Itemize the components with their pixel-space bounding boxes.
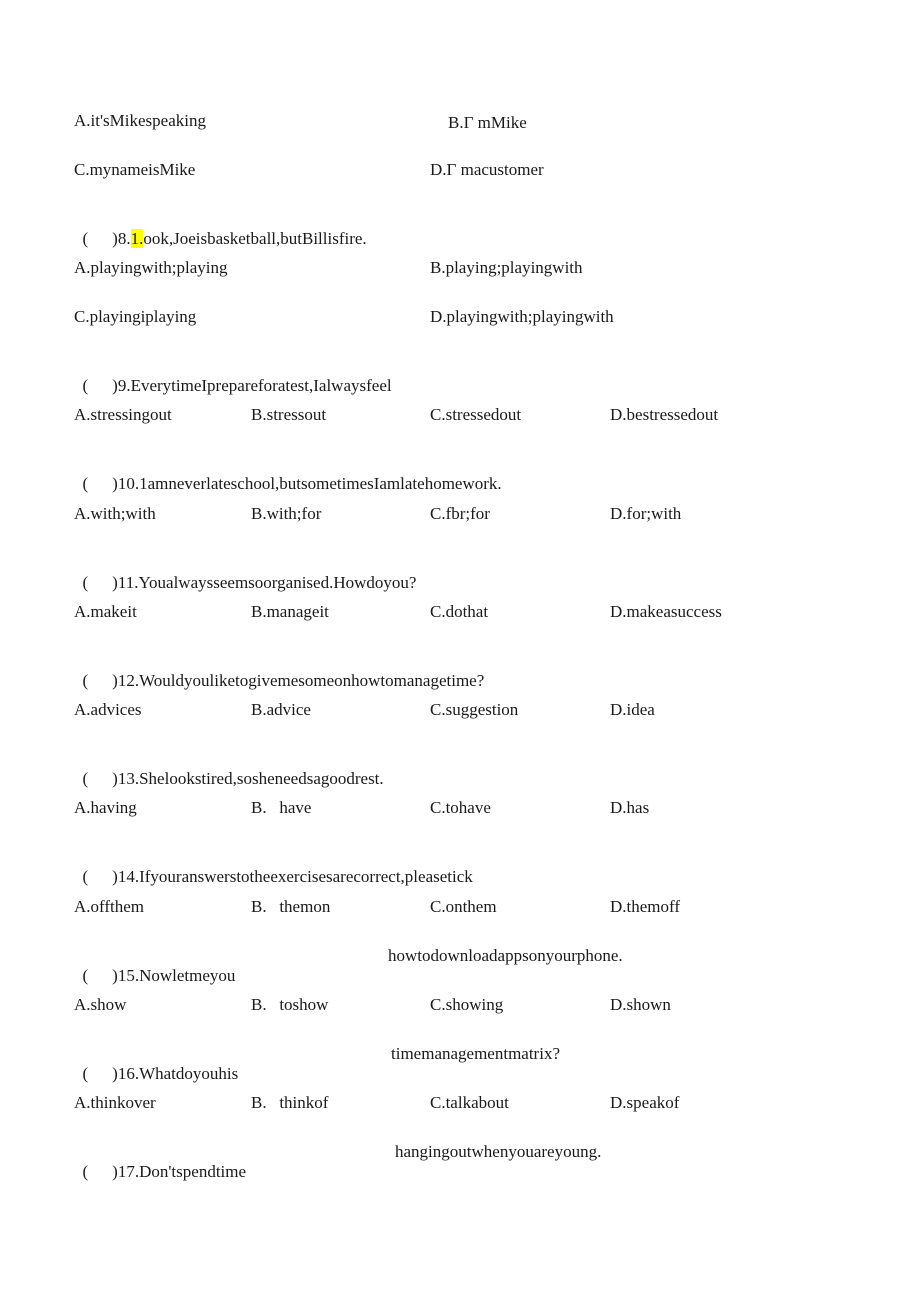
answer-blank-close: ) [112,769,118,788]
option-b: B.stressout [251,405,327,424]
answer-blank-close: ) [112,229,118,248]
option-c: C.showing [430,995,504,1014]
question-16 [74,1044,238,1084]
option-d: D.speakof [610,1093,680,1112]
answer-blank-close: ) [112,573,118,592]
option-a: A.thinkover [74,1093,156,1112]
question-12 [74,651,484,691]
answer-blank-open: ( [82,1064,89,1083]
answer-blank-open: ( [82,376,89,395]
answer-blank-close: ) [112,966,118,985]
option-b: B.Γ mMike [448,113,527,132]
option-a: A.having [74,798,137,817]
question-text: 11.Youalwaysseemsoorganised.Howdoyou? [117,573,417,592]
answer-blank-open: ( [82,229,89,248]
answer-blank-close: ) [112,867,118,886]
option-c: C.suggestion [430,700,519,719]
option-a: A.stressingout [74,405,172,424]
question-text: 10.1amneverlateschool,butsometimesIamlatehomework. [117,474,502,493]
question-15 [74,946,235,986]
answer-blank-open: ( [82,474,89,493]
question-text: 15.Nowletmeyou [117,966,236,985]
option-d: D.makeasuccess [610,602,722,621]
option-b: B.manageit [251,602,329,621]
answer-blank-open: ( [82,573,89,592]
option-c: C.playingiplaying [74,307,197,326]
option-c: C.fbr;for [430,504,490,523]
option-d: D.shown [610,995,671,1014]
answer-blank-open: ( [82,867,89,886]
option-c: C.stressedout [430,405,522,424]
question-17 [74,1142,246,1182]
option-d: D.themoff [610,897,681,916]
answer-blank-open: ( [82,1162,89,1181]
option-b: B.advice [251,700,311,719]
option-c: C.onthem [430,897,497,916]
answer-blank-open: ( [82,769,89,788]
option-a: A.with;with [74,504,156,523]
question-tail: timemanagementmatrix? [391,1044,560,1063]
answer-blank-close: ) [112,671,118,690]
option-a: A.it'sMikespeaking [74,111,206,130]
question-text: 9.EverytimeIprepareforatest,Ialwaysfeel [117,376,392,395]
option-c: C.talkabout [430,1093,509,1112]
option-b: B. themon [251,897,331,916]
answer-blank-open: ( [82,671,89,690]
question-9 [74,356,392,396]
option-c: C.tohave [430,798,491,817]
option-d: D.has [610,798,650,817]
question-text: 13.Shelookstired,sosheneedsagoodrest. [117,769,384,788]
option-d: D.playingwith;playingwith [430,307,614,326]
question-11 [74,553,416,593]
option-c: C.dothat [430,602,489,621]
option-c: C.mynameisMike [74,160,196,179]
highlighted-text: 1. [130,229,144,248]
question-14 [74,847,473,887]
option-b: B.with;for [251,504,322,523]
option-d: D.Γ macustomer [430,160,544,179]
option-a: A.advices [74,700,142,719]
answer-blank-close: ) [112,376,118,395]
answer-blank-close: ) [112,1064,118,1083]
question-text: ook,Joeisbasketball,butBillisfire. [143,229,367,248]
option-a: A.offthem [74,897,145,916]
option-d: D.bestressedout [610,405,719,424]
question-13 [74,749,384,789]
question-8 [74,209,367,249]
question-text: 17.Don'tspendtime [117,1162,247,1181]
answer-blank-close: ) [112,474,118,493]
question-10 [74,454,502,494]
option-a: A.playingwith;playing [74,258,228,277]
question-tail: hangingoutwhenyouareyoung. [395,1142,602,1161]
option-b: B. have [251,798,312,817]
question-text: 16.Whatdoyouhis [117,1064,239,1083]
option-b: B.playing;playingwith [430,258,583,277]
question-text: 14.Ifyouranswerstotheexercisesarecorrect,pleasetick [117,867,473,886]
option-b: B. toshow [251,995,329,1014]
question-tail: howtodownloadappsonyourphone. [388,946,623,965]
option-b: B. thinkof [251,1093,329,1112]
answer-blank-close: ) [112,1162,118,1181]
answer-blank-open: ( [82,966,89,985]
option-a: A.makeit [74,602,137,621]
question-number: 8. [117,229,131,248]
question-text: 12.Wouldyouliketogivemesomeonhowtomanagetime? [117,671,485,690]
option-d: D.idea [610,700,655,719]
option-d: D.for;with [610,504,682,523]
option-a: A.show [74,995,127,1014]
